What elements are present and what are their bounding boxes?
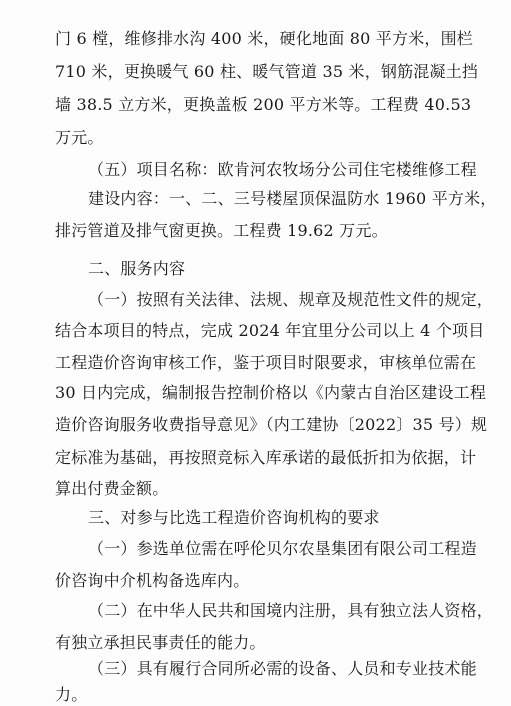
text-line-13: 造价咨询服务收费指导意见》（内工建协〔2022〕35 号）规 — [55, 415, 488, 434]
text-line-11: 工程造价咨询审核工作，鉴于项目时限要求，审核单位需在 — [55, 353, 477, 372]
text-line-21: （三）具有履行合同所必需的设备、人员和专业技术能 — [88, 659, 477, 678]
text-line-6: 建设内容：一、二、三号楼屋顶保温防水 1960 平方米， — [88, 189, 497, 208]
text-line-2: 710 米，更换暖气 60 柱、暖气管道 35 米，钢筋混凝土挡 — [55, 62, 479, 81]
text-line-15: 算出付费金额。 — [55, 479, 169, 498]
text-line-3: 墙 38.5 立方米，更换盖板 200 平方米等。工程费 40.53 — [55, 95, 472, 114]
text-line-17: （一）参选单位需在呼伦贝尔农垦集团有限公司工程造 — [88, 539, 477, 558]
text-line-4: 万元。 — [55, 128, 104, 147]
text-line-18: 价咨询中介机构备选库内。 — [55, 571, 250, 590]
text-line-1: 门 6 樘，维修排水沟 400 米，硬化地面 80 平方米，围栏 — [55, 29, 473, 48]
section-heading-services: 二、服务内容 — [88, 259, 186, 278]
text-line-14: 定标准为基础，再按照竞标入库承诺的最低折扣为依据，计 — [55, 448, 477, 467]
text-line-20: 有独立承担民事责任的能力。 — [55, 633, 266, 652]
text-line-7: 排污管道及排气窗更换。工程费 19.62 万元。 — [55, 221, 388, 240]
text-line-22: 力。 — [55, 685, 88, 704]
text-line-10: 结合本项目的特点，完成 2024 年宜里分公司以上 4 个项目 — [55, 321, 485, 340]
text-line-5: （五）项目名称：欧肯河农牧场分公司住宅楼维修工程 — [88, 160, 477, 179]
text-line-9: （一）按照有关法律、法规、规章及规范性文件的规定， — [88, 290, 494, 309]
text-line-12: 30 日内完成，编制报告控制价格以《内蒙古自治区建设工程 — [55, 383, 487, 402]
text-line-19: （二）在中华人民共和国境内注册，具有独立法人资格， — [88, 601, 494, 620]
section-heading-requirements: 三、对参与比选工程造价咨询机构的要求 — [88, 508, 380, 527]
